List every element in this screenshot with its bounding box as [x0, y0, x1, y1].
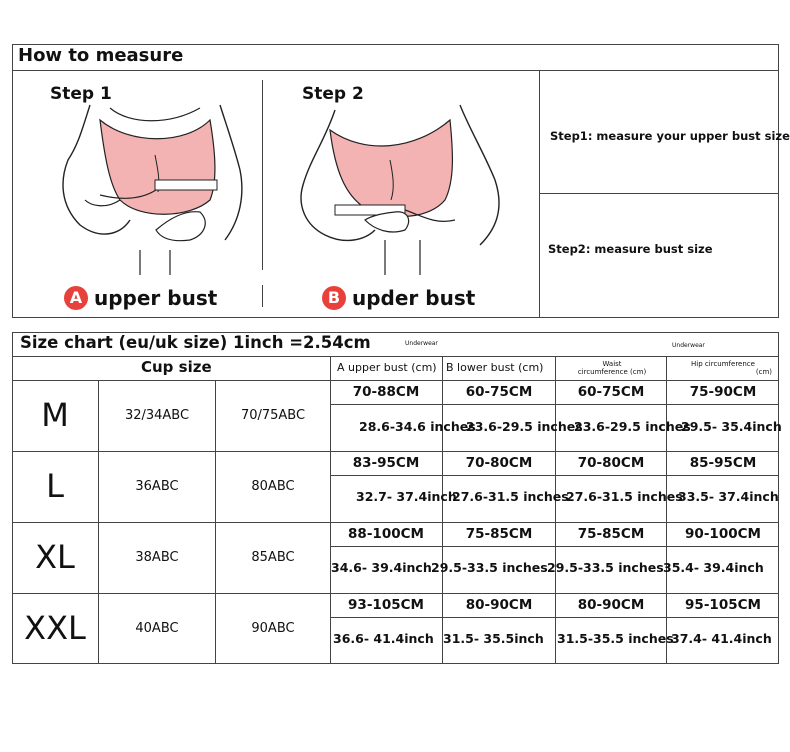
caption-lower-bust	[322, 286, 475, 310]
subrow-divider-l	[330, 475, 779, 476]
subrow-divider-m	[330, 404, 779, 405]
size-l: L	[46, 467, 64, 505]
size-xl: XL	[35, 538, 75, 576]
size-m: M	[41, 396, 69, 434]
l-waist-inch: 27.6-31.5 inches	[566, 489, 683, 504]
row-divider-3	[12, 593, 779, 594]
xxl-upper-inch: 36.6- 41.4inch	[333, 631, 434, 646]
step1-illustration	[60, 100, 250, 275]
m-upper-inch: 28.6-34.6 inches	[359, 419, 476, 434]
xl-upper-cm: 88-100CM	[348, 526, 424, 542]
cup-m-2: 70/75ABC	[240, 408, 306, 423]
steps-text-row-divider	[539, 193, 779, 194]
subrow-divider-xl	[330, 546, 779, 547]
hip-header-line1: Hip circumference	[691, 360, 755, 368]
step-image-divider	[262, 80, 263, 270]
waist-header-line2: circumference (cm)	[577, 368, 647, 376]
step2-label: Step 2	[302, 84, 364, 104]
xxl-waist-cm: 80-90CM	[577, 597, 645, 613]
xl-hip-inch: 35.4- 39.4inch	[663, 560, 764, 575]
xxl-hip-cm: 95-105CM	[685, 597, 761, 613]
cup-xxl-2: 90ABC	[251, 621, 295, 636]
step2-illustration	[295, 100, 510, 275]
l-upper-inch: 32.7- 37.4inch	[356, 489, 457, 504]
xl-lower-cm: 75-85CM	[465, 526, 533, 542]
cup-xl-2: 85ABC	[251, 550, 295, 565]
m-waist-inch: 23.6-29.5 inches	[574, 419, 691, 434]
chart-header-divider-2	[12, 380, 779, 381]
row-divider-2	[12, 522, 779, 523]
xxl-upper-cm: 93-105CM	[348, 597, 424, 613]
hip-header-line2: (cm)	[755, 368, 772, 376]
xl-waist-inch: 29.5-33.5 inches	[547, 560, 664, 575]
waist-header	[560, 360, 664, 376]
caption-upper-bust	[64, 286, 217, 310]
step2-instruction: Step2: measure bust size	[548, 242, 713, 256]
xl-hip-cm: 90-100CM	[685, 526, 761, 542]
m-hip-cm: 75-90CM	[689, 384, 757, 400]
m-hip-inch: 29.5- 35.4inch	[681, 419, 782, 434]
cup-size-header: Cup size	[141, 358, 212, 376]
upper-bust-header: A upper bust (cm)	[337, 361, 437, 374]
step1-instruction: Step1: measure your upper bust size	[550, 129, 790, 143]
l-upper-cm: 83-95CM	[352, 455, 420, 471]
l-hip-cm: 85-95CM	[689, 455, 757, 471]
xxl-lower-inch: 31.5- 35.5inch	[443, 631, 544, 646]
cup-l-2: 80ABC	[251, 479, 295, 494]
m-waist-cm: 60-75CM	[577, 384, 645, 400]
step1-label: Step 1	[50, 84, 112, 104]
xxl-waist-inch: 31.5-35.5 inches	[557, 631, 674, 646]
a-badge-icon: A	[64, 286, 88, 310]
lower-bust-header: B lower bust (cm)	[446, 361, 544, 374]
hip-header	[668, 360, 778, 376]
chart-header-divider-1	[12, 356, 779, 357]
m-upper-cm: 70-88CM	[352, 384, 420, 400]
l-lower-inch: 27.6-31.5 inches	[452, 489, 569, 504]
m-lower-inch: 23.6-29.5 inches	[466, 419, 583, 434]
cup-xxl-1: 40ABC	[135, 621, 179, 636]
l-hip-inch: 33.5- 37.4inch	[678, 489, 779, 504]
steps-text-divider	[539, 70, 540, 318]
size-chart-title: Size chart (eu/uk size) 1inch =2.54cm	[20, 333, 371, 352]
underwear-label-2: Underwear	[672, 342, 705, 349]
waist-header-line1: Waist	[602, 360, 622, 368]
step-image-divider-lower	[262, 285, 263, 307]
xxl-hip-inch: 37.4- 41.4inch	[671, 631, 772, 646]
how-to-measure-divider	[12, 70, 779, 71]
caption-upper-bust-text: upper bust	[94, 286, 218, 310]
cup-m-1: 32/34ABC	[124, 408, 190, 423]
cup-xl-1: 38ABC	[135, 550, 179, 565]
size-xxl: XXL	[24, 609, 86, 647]
l-lower-cm: 70-80CM	[465, 455, 533, 471]
m-lower-cm: 60-75CM	[465, 384, 533, 400]
row-divider-1	[12, 451, 779, 452]
xl-lower-inch: 29.5-33.5 inches	[431, 560, 548, 575]
how-to-measure-title: How to measure	[18, 45, 184, 66]
xxl-lower-cm: 80-90CM	[465, 597, 533, 613]
caption-lower-bust-text: upder bust	[352, 286, 476, 310]
subrow-divider-xxl	[330, 617, 779, 618]
b-badge-icon: B	[322, 286, 346, 310]
cup-l-1: 36ABC	[135, 479, 179, 494]
xl-waist-cm: 75-85CM	[577, 526, 645, 542]
l-waist-cm: 70-80CM	[577, 455, 645, 471]
underwear-label-1: Underwear	[405, 340, 438, 347]
xl-upper-inch: 34.6- 39.4inch	[331, 560, 432, 575]
